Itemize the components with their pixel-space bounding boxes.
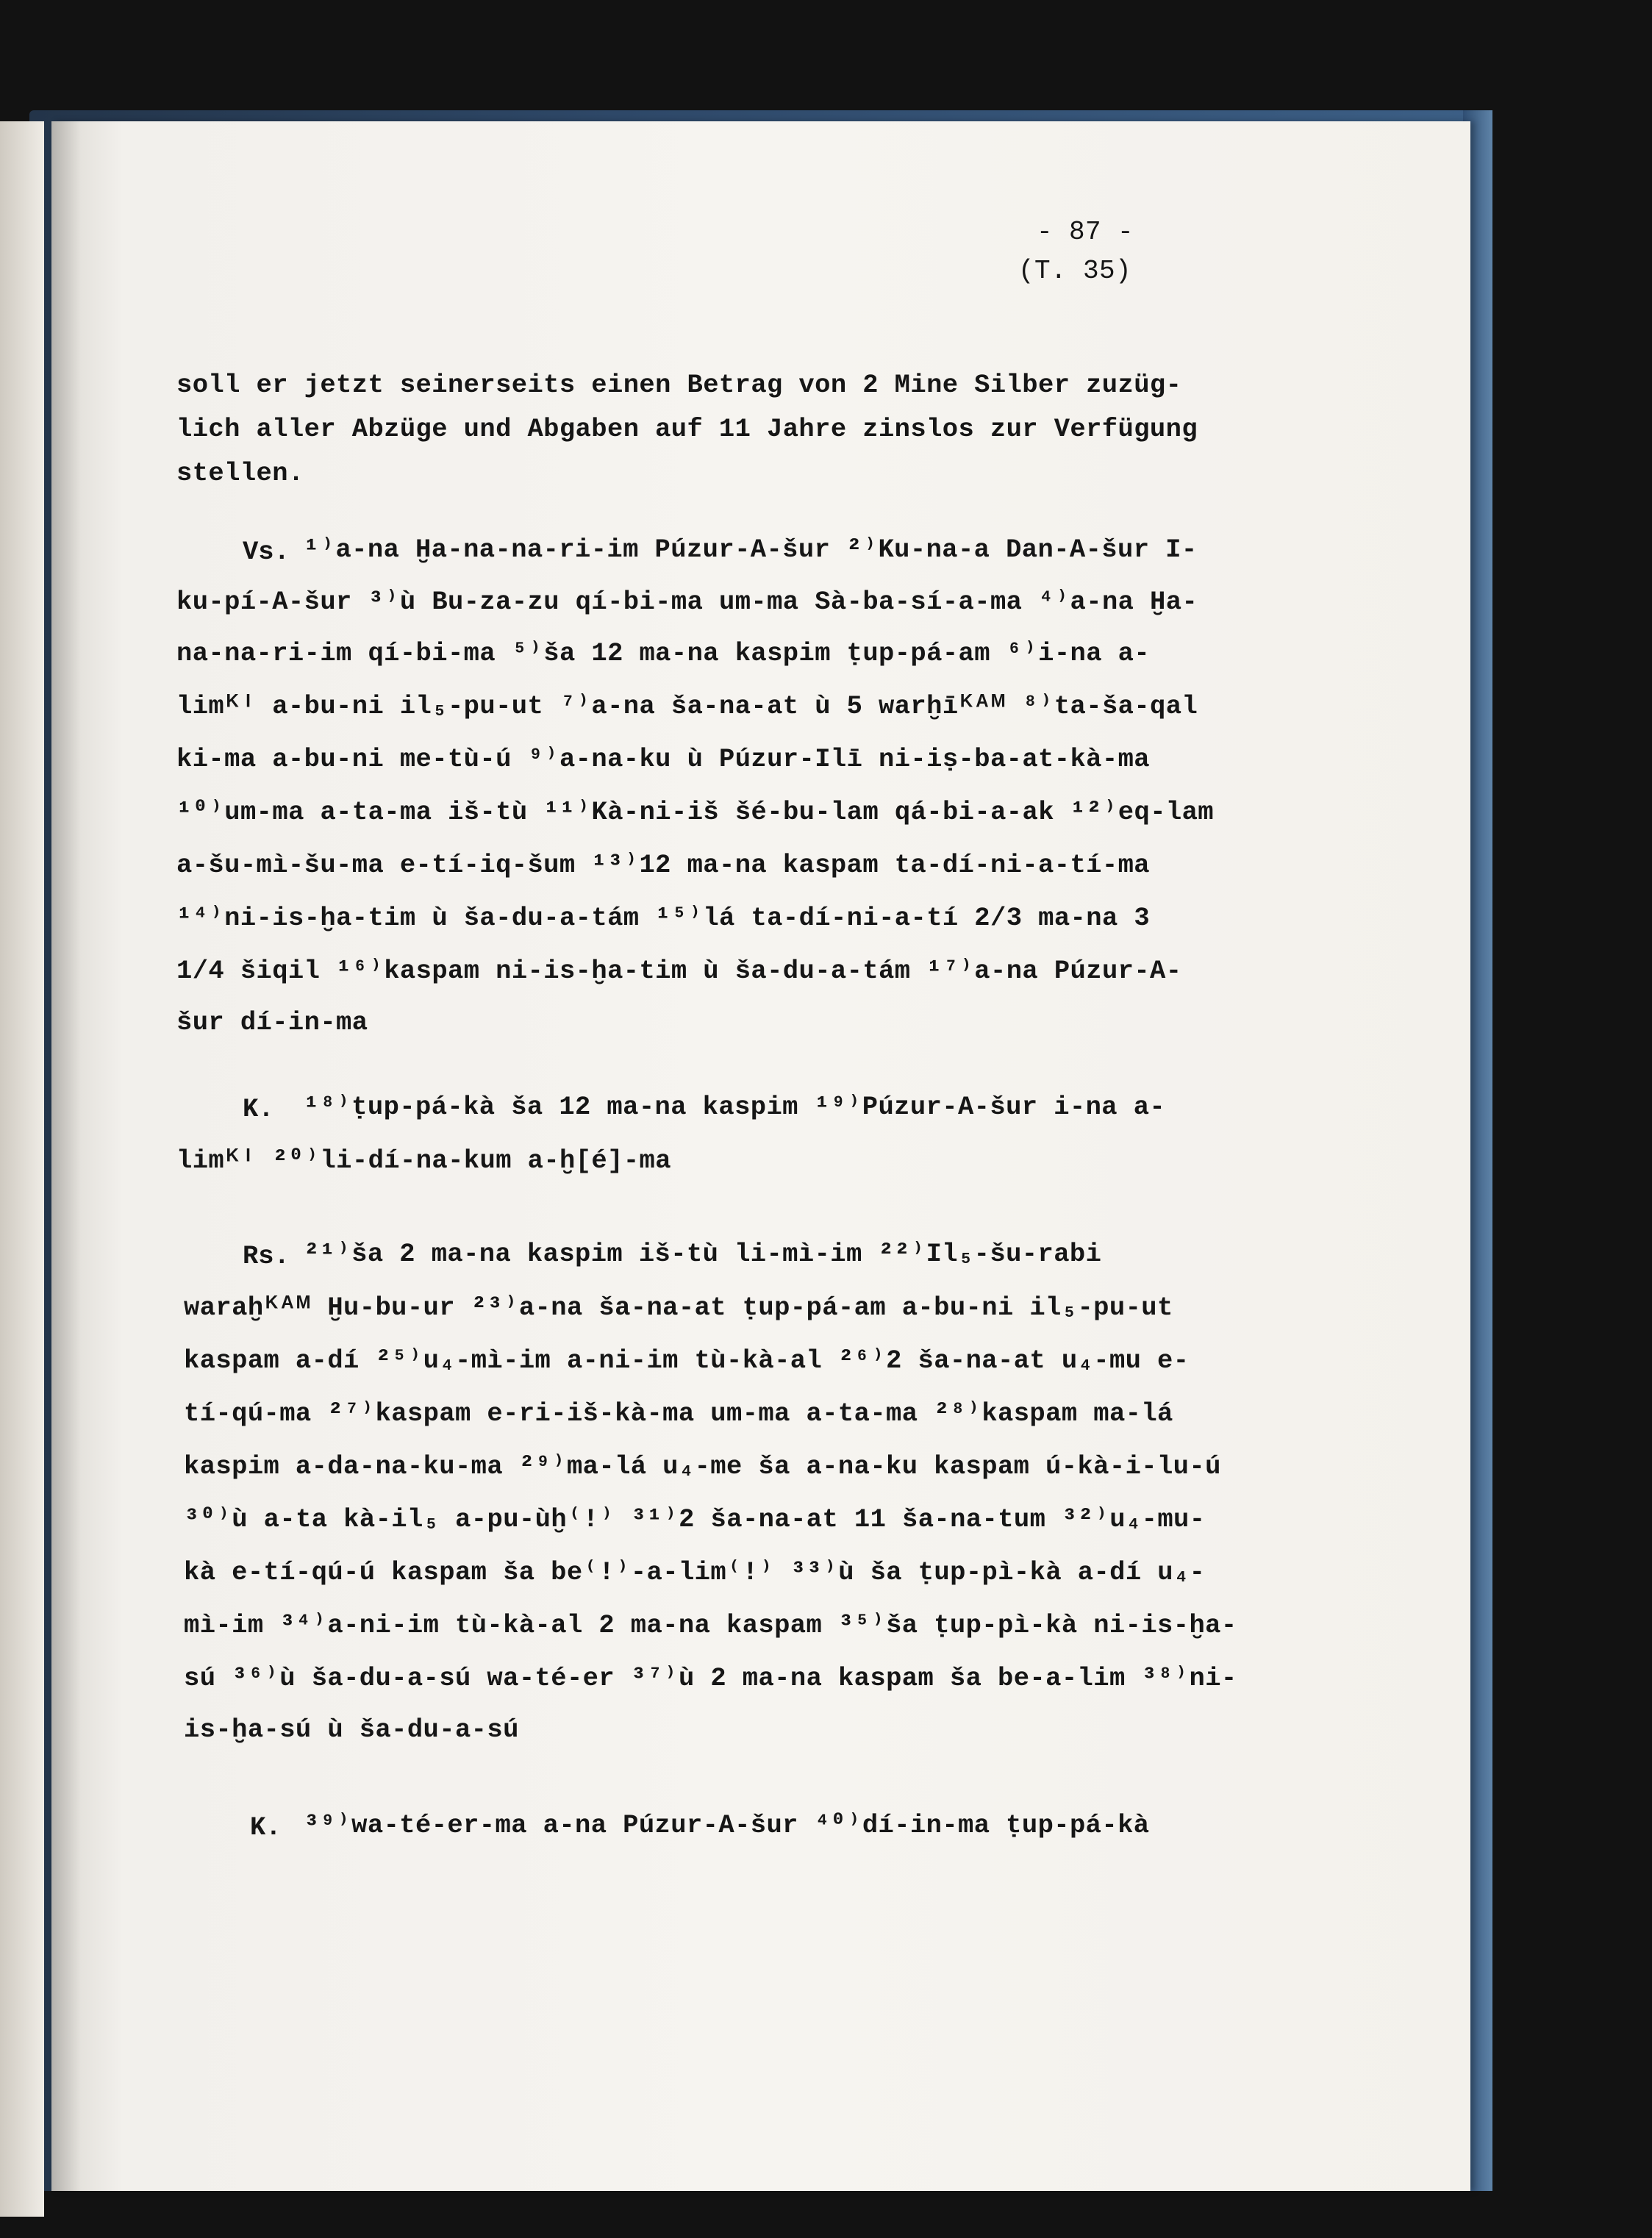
section-label-edge: K.	[250, 1812, 282, 1842]
page-gutter-shadow	[51, 121, 81, 2191]
tablet-reference: (T. 35)	[1018, 256, 1132, 286]
transliteration-line: ¹⁾a-na Ḫa-na-na-ri-im Púzur-A-šur ²⁾Ku-na-a Dan-A-šur I-	[304, 535, 1198, 565]
transliteration-line: waraḫᴷᴬᴹ Ḫu-bu-ur ²³⁾a-na ša-na-at ṭup-pá-am a-bu-ni il₅-pu-ut	[184, 1293, 1173, 1323]
transliteration-line: ²¹⁾ša 2 ma-na kaspim iš-tù li-mì-im ²²⁾Il₅-šu-rabi	[304, 1239, 1102, 1269]
transliteration-line: limᴷᴵ a-bu-ni il₅-pu-ut ⁷⁾a-na ša-na-at ù 5 warḫīᴷᴬᴹ ⁸⁾ta-ša-qal	[176, 691, 1198, 721]
transliteration-line: ku-pí-A-šur ³⁾ù Bu-za-zu qí-bi-ma um-ma Sà-ba-sí-a-ma ⁴⁾a-na Ḫa-	[176, 587, 1198, 617]
transliteration-line: is-ḫa-sú ù ša-du-a-sú	[184, 1715, 519, 1745]
transliteration-line: kaspam a-dí ²⁵⁾u₄-mì-im a-ni-im tù-kà-al ²⁶⁾2 ša-na-at u₄-mu e-	[184, 1345, 1190, 1376]
transliteration-line: ³⁹⁾wa-té-er-ma a-na Púzur-A-šur ⁴⁰⁾dí-in-ma ṭup-pá-kà	[304, 1810, 1150, 1840]
transliteration-line: šur dí-in-ma	[176, 1007, 368, 1037]
transliteration-line: sú ³⁶⁾ù ša-du-a-sú wa-té-er ³⁷⁾ù 2 ma-na kaspam ša be-a-lim ³⁸⁾ni-	[184, 1663, 1237, 1693]
section-label-edge: K.	[243, 1094, 274, 1124]
transliteration-line: ¹⁰⁾um-ma a-ta-ma iš-tù ¹¹⁾Kà-ni-iš šé-bu-lam qá-bi-a-ak ¹²⁾eq-lam	[176, 797, 1215, 827]
left-page-edge	[0, 121, 44, 2217]
transliteration-line: tí-qú-ma ²⁷⁾kaspam e-ri-iš-kà-ma um-ma a-ta-ma ²⁸⁾kaspam ma-lá	[184, 1398, 1173, 1429]
page-number: - 87 -	[1037, 217, 1134, 247]
transliteration-line: mì-im ³⁴⁾a-ni-im tù-kà-al 2 ma-na kaspam ³⁵⁾ša ṭup-pì-kà ni-is-ḫa-	[184, 1610, 1237, 1640]
transliteration-line: kà e-tí-qú-ú kaspam ša be⁽!⁾-a-lim⁽!⁾ ³³⁾ù ša ṭup-pì-kà a-dí u₄-	[184, 1557, 1206, 1587]
transliteration-line: ³⁰⁾ù a-ta kà-il₅ a-pu-ùḫ⁽!⁾ ³¹⁾2 ša-na-at 11 ša-na-tum ³²⁾u₄-mu-	[184, 1504, 1206, 1534]
intro-line: lich aller Abzüge und Abgaben auf 11 Jahre zinslos zur Verfügung	[176, 414, 1198, 444]
transliteration-line: ki-ma a-bu-ni me-tù-ú ⁹⁾a-na-ku ù Púzur-Ilī ni-iṣ-ba-at-kà-ma	[176, 744, 1150, 774]
transliteration-line: ¹⁸⁾ṭup-pá-kà ša 12 ma-na kaspim ¹⁹⁾Púzur-A-šur i-na a-	[304, 1092, 1166, 1122]
section-label-obverse: Vs.	[243, 537, 290, 567]
section-label-reverse: Rs.	[243, 1241, 290, 1271]
transliteration-line: a-šu-mì-šu-ma e-tí-iq-šum ¹³⁾12 ma-na kaspam ta-dí-ni-a-tí-ma	[176, 850, 1150, 880]
transliteration-line: 1/4 šiqil ¹⁶⁾kaspam ni-is-ḫa-tim ù ša-du-a-tám ¹⁷⁾a-na Púzur-A-	[176, 956, 1182, 986]
transliteration-line: ¹⁴⁾ni-is-ḫa-tim ù ša-du-a-tám ¹⁵⁾lá ta-dí-ni-a-tí 2/3 ma-na 3	[176, 903, 1151, 933]
intro-line: soll er jetzt seinerseits einen Betrag von 2 Mine Silber zuzüg-	[176, 370, 1182, 400]
transliteration-line: kaspim a-da-na-ku-ma ²⁹⁾ma-lá u₄-me ša a-na-ku kaspam ú-kà-i-lu-ú	[184, 1451, 1221, 1481]
intro-line: stellen.	[176, 458, 304, 488]
transliteration-line: limᴷᴵ ²⁰⁾li-dí-na-kum a-ḫ[é]-ma	[176, 1145, 671, 1176]
transliteration-line: na-na-ri-im qí-bi-ma ⁵⁾ša 12 ma-na kaspim ṭup-pá-am ⁶⁾i-na a-	[176, 638, 1151, 668]
